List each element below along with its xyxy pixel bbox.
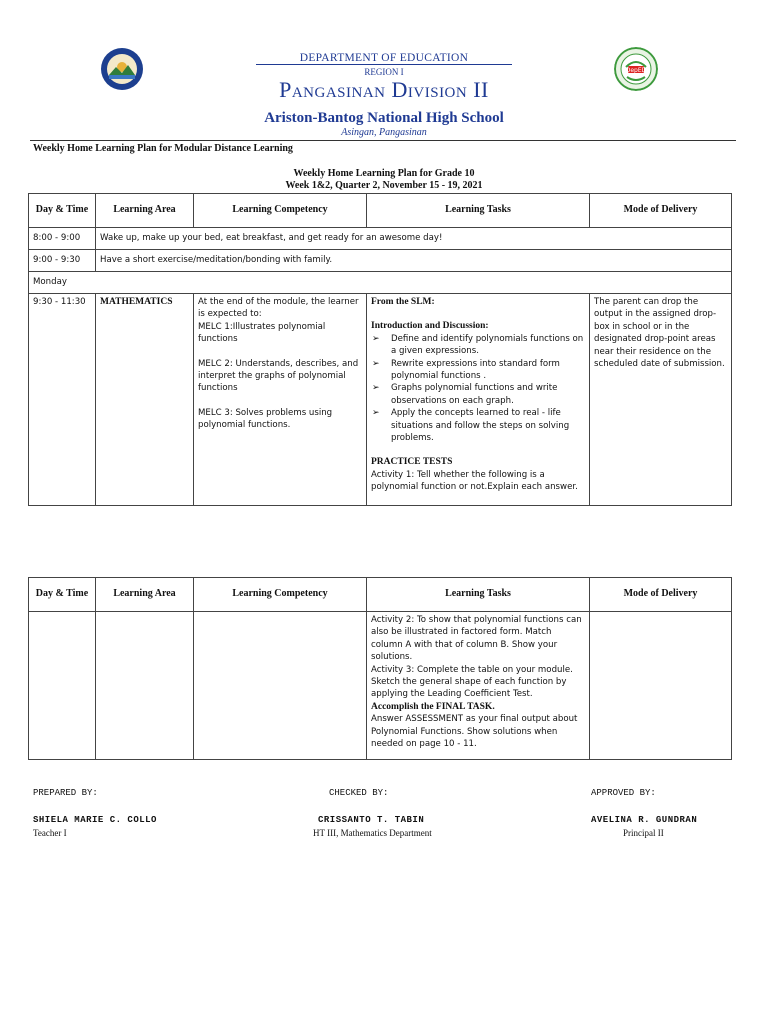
- day-label: Monday: [29, 272, 732, 294]
- empty-cell: [194, 612, 367, 760]
- school-location: Asingan, Pangasinan: [341, 127, 427, 138]
- row-time: 9:30 - 11:30: [29, 294, 96, 506]
- list-item: ➢ Define and identify polynomials functions on a given expressions.: [371, 333, 585, 358]
- header-divider: [30, 140, 736, 141]
- list-item: ➢ Graphs polynomial functions and write observations on each graph.: [371, 382, 585, 407]
- row-activity: Have a short exercise/meditation/bonding with family.: [96, 250, 732, 272]
- header-learning-competency: Learning Competency: [194, 578, 367, 612]
- list-item: ➢ Apply the concepts learned to real - life situations and follow the steps on solving problems.: [371, 407, 585, 444]
- melc-1: MELC 1:Illustrates polynomial functions: [198, 321, 326, 345]
- prepared-by-name: SHIELA MARIE C. COLLO: [33, 815, 157, 825]
- header-mode-of-delivery: Mode of Delivery: [590, 578, 732, 612]
- header-learning-tasks: Learning Tasks: [367, 194, 590, 228]
- learning-tasks-cell: [367, 294, 590, 506]
- row-time: 9:00 - 9:30: [29, 250, 96, 272]
- prepared-by-position: Teacher I: [33, 828, 67, 838]
- header-learning-competency: Learning Competency: [194, 194, 367, 228]
- row-time: 8:00 - 9:00: [29, 228, 96, 250]
- learning-plan-table-continued: [28, 577, 732, 760]
- region-name: REGION I: [364, 67, 404, 77]
- header-rule: [256, 64, 512, 65]
- approved-by-position: Principal II: [623, 828, 664, 838]
- empty-cell: [29, 612, 96, 760]
- empty-cell: [96, 612, 194, 760]
- tasks-from-slm: From the SLM:: [371, 297, 435, 307]
- header-learning-area: Learning Area: [96, 578, 194, 612]
- competency-intro: At the end of the module, the learner is expected to:: [198, 297, 359, 320]
- header-mode-of-delivery: Mode of Delivery: [590, 194, 732, 228]
- checked-by-name: CRISSANTO T. TABIN: [318, 815, 425, 825]
- empty-cell: [590, 612, 732, 760]
- learning-area-cell: MATHEMATICS: [96, 294, 194, 506]
- learning-tasks-cell: [367, 612, 590, 760]
- tasks-intro-heading: Introduction and Discussion:: [371, 321, 489, 332]
- activity-2: Activity 2: To show that polynomial functions can also be illustrated in factored form. Match column A with that of column B. Show your solutions.: [371, 615, 582, 663]
- checked-by-position: HT III, Mathematics Department: [313, 828, 432, 838]
- header-learning-tasks: Learning Tasks: [367, 578, 590, 612]
- practice-tests-heading: PRACTICE TESTS: [371, 457, 453, 468]
- list-item: ➢ Rewrite expressions into standard form polynomial functions .: [371, 358, 585, 383]
- header-learning-area: Learning Area: [96, 194, 194, 228]
- final-task-heading: Accomplish the FINAL TASK.: [371, 701, 495, 712]
- activity-3: Activity 3: Complete the table on your module. Sketch the general shape of each function by applying the Leading Coefficient Test.: [371, 664, 573, 700]
- plan-subtitle-grade: Weekly Home Learning Plan for Grade 10: [293, 168, 475, 179]
- activity-1: Activity 1: Tell whether the following is a polynomial function or not.Explain each answer.: [371, 469, 578, 493]
- header-day-time: Day & Time: [29, 578, 96, 612]
- department-name: DEPARTMENT OF EDUCATION: [299, 52, 469, 64]
- division-name: Pangasinan Division II: [279, 77, 489, 102]
- prepared-by-label: PREPARED BY:: [33, 788, 98, 798]
- melc-2: MELC 2: Understands, describes, and interpret the graphs of polynomial functions: [198, 358, 359, 394]
- school-name: Ariston-Bantog National High School: [264, 110, 504, 126]
- deped-logo-text: DepED: [625, 67, 647, 74]
- row-activity: Wake up, make up your bed, eat breakfast, and get ready for an awesome day!: [96, 228, 732, 250]
- checked-by-label: CHECKED BY:: [329, 788, 389, 798]
- assessment-instruction: Answer ASSESSMENT as your final output about Polynomial Functions. Show solutions when needed on page 10 - 11.: [371, 714, 578, 750]
- mode-of-delivery-cell: The parent can drop the output in the assigned drop-box in school or in the designated drop-point areas near their residence on the scheduled date of submission.: [590, 294, 732, 506]
- plan-subtitle-week: Week 1&2, Quarter 2, November 15 - 19, 2021: [285, 180, 483, 191]
- learning-competency-cell: [194, 294, 367, 506]
- melc-3: MELC 3: Solves problems using polynomial functions.: [198, 407, 333, 431]
- approved-by-label: APPROVED BY:: [591, 788, 656, 798]
- plan-title: Weekly Home Learning Plan for Modular Distance Learning: [33, 143, 293, 154]
- learning-plan-table: [28, 193, 732, 506]
- header-day-time: Day & Time: [29, 194, 96, 228]
- tasks-bullet-list: [371, 333, 585, 445]
- approved-by-name: AVELINA R. GUNDRAN: [591, 815, 698, 825]
